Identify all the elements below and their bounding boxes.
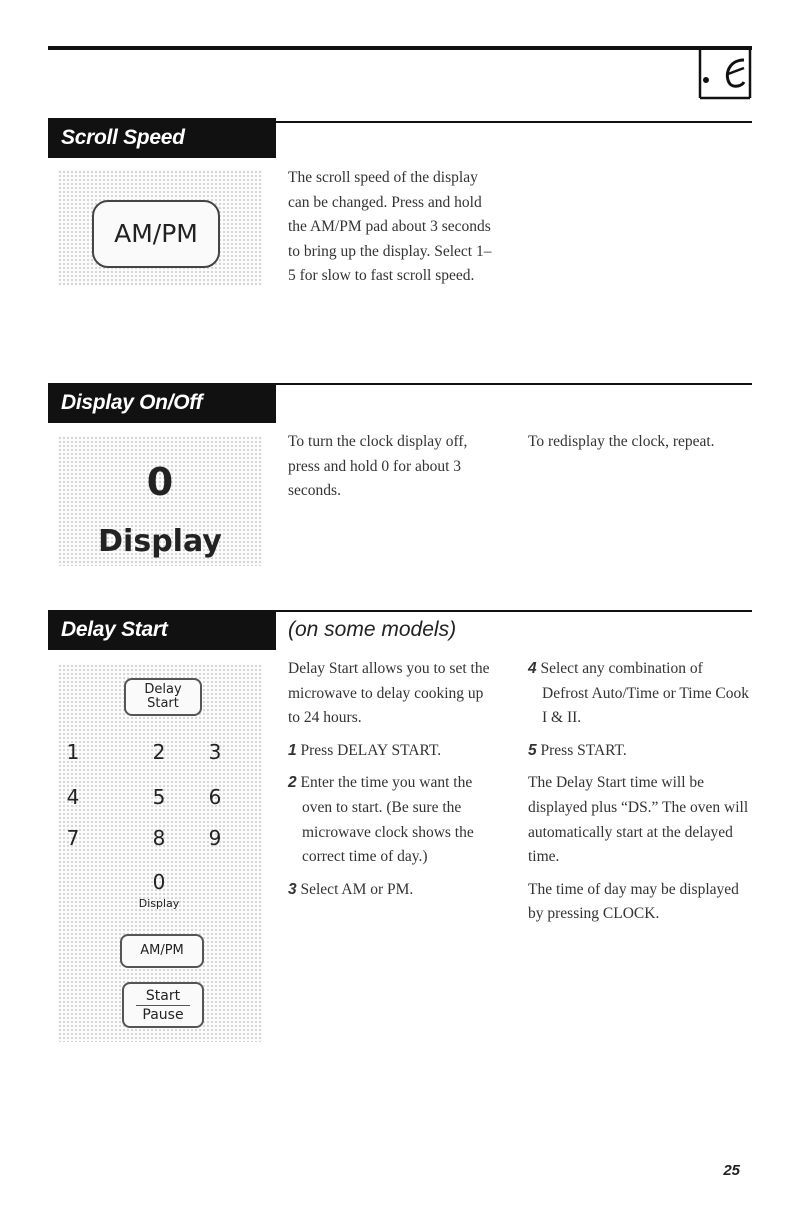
step-1-number: 1 [288,741,297,759]
delay-start-column-1 [288,657,494,910]
section-heading-scroll-speed: Scroll Speed [48,118,276,158]
ampm-pad: AM/PM [92,200,220,268]
page-number: 25 [723,1162,740,1179]
delay-start-intro: Delay Start allows you to set the microwave to delay cooking up to 24 hours. [288,660,490,727]
start-pause-key [122,982,204,1028]
step-4-number: 4 [528,660,537,677]
key-4: 4 [66,785,80,809]
scroll-speed-text: The scroll speed of the display can be changed. Press and hold the AM/PM pad about 3 seconds to bring up the display. Select 1–5 for slow to fast scroll speed. [288,169,492,285]
delay-start-note-2: The time of day may be displayed by pressing CLOCK. [528,880,739,923]
step-3-text: Select AM or PM. [300,880,414,898]
display-key-illustration [58,436,262,566]
key-6: 6 [208,785,222,809]
key-1: 1 [66,740,80,764]
scroll-speed-illustration [58,170,262,285]
ampm-key: AM/PM [120,934,204,968]
section-heading-display-onoff: Display On/Off [48,383,276,423]
section-rule [276,383,752,385]
keypad-illustration [58,664,262,1042]
delay-start-note-1: The Delay Start time will be displayed plus “DS.” The oven will automatically start at the delayed time. [528,774,749,866]
step-2-number: 2 [288,774,297,792]
key-7: 7 [66,826,80,850]
section-rule [276,121,752,123]
pause-label: Pause [142,1007,184,1023]
step-4-text: Select any combination of Defrost Auto/Time or Time Cook I & II. [540,660,749,727]
display-off-text: To turn the clock display off, press and hold 0 for about 3 seconds. [288,433,468,500]
zero-key-digit: 0 [146,460,174,504]
step-3-number: 3 [288,880,297,898]
section-heading-delay-start: Delay Start [48,610,276,650]
step-5 [528,739,752,764]
step-4 [528,657,752,731]
delay-start-pad [124,678,202,716]
step-5-number: 5 [528,741,537,759]
display-key-label: Display [98,524,222,559]
key-0-display-label: Display [138,897,180,910]
microwave-tab-icon [698,48,752,100]
step-5-text: Press START. [540,741,627,759]
key-0: 0 [152,870,166,894]
top-rule [48,46,752,50]
step-1-text: Press DELAY START. [300,741,442,759]
section-rule [276,610,752,612]
delay-start-pad-line2: Start [147,696,179,711]
step-1 [288,739,494,764]
key-2: 2 [152,740,166,764]
delay-start-column-2 [528,657,752,935]
step-2-text: Enter the time you want the oven to start. (Be sure the microwave clock shows the correct time of day.) [300,774,474,866]
step-2 [288,771,494,869]
delay-start-pad-line1: Delay [144,682,182,697]
step-3 [288,878,494,903]
redisplay-text: To redisplay the clock, repeat. [528,433,715,450]
key-8: 8 [152,826,166,850]
start-label: Start [136,987,190,1006]
key-9: 9 [208,826,222,850]
key-5: 5 [152,785,166,809]
key-3: 3 [208,740,222,764]
on-some-models-subtitle: (on some models) [288,618,457,641]
